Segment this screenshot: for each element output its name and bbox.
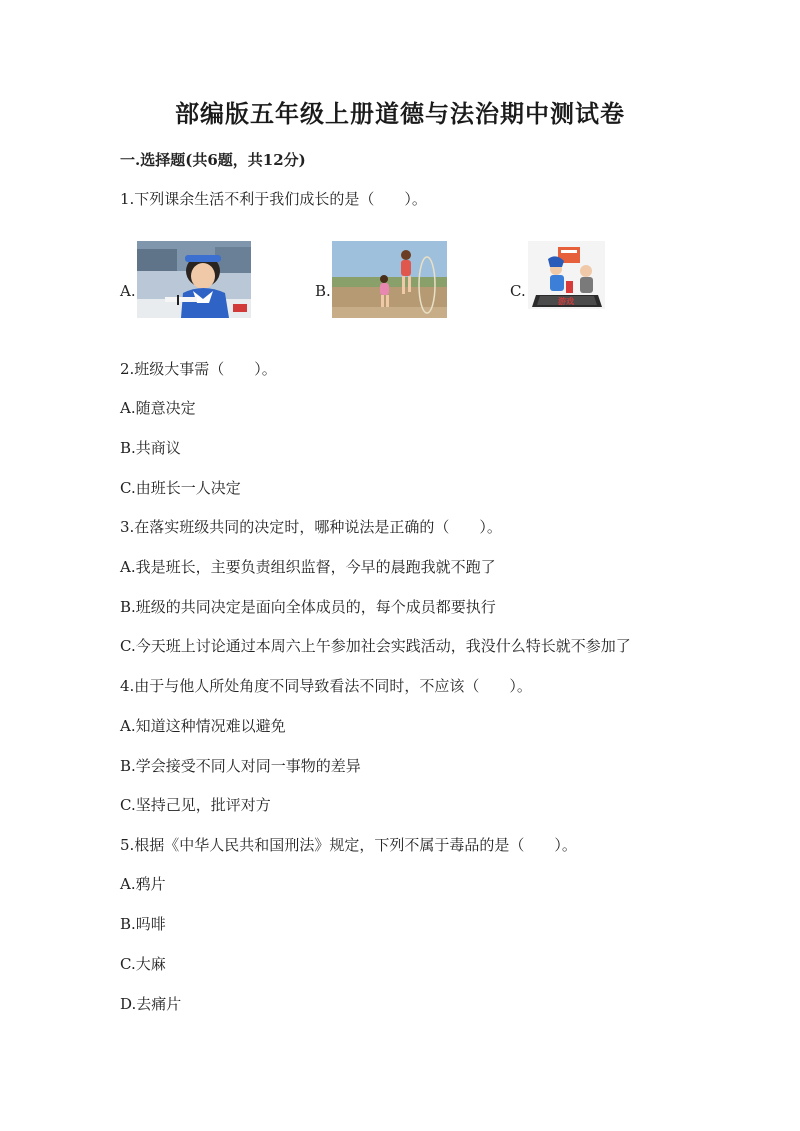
question-5-option-a[interactable]: A.鸦片	[120, 875, 166, 893]
option-c-label: C.	[510, 282, 526, 300]
image-option-b[interactable]	[315, 241, 455, 319]
question-1-image-options	[0, 241, 800, 321]
question-4-stem: 4.由于与他人所处角度不同导致看法不同时，不应该（ ）。	[120, 677, 532, 695]
page-title: 部编版五年级上册道德与法治期中测试卷	[175, 99, 625, 128]
question-3-stem: 3.在落实班级共同的决定时，哪种说法是正确的（ ）。	[120, 518, 502, 536]
question-5-option-c[interactable]: C.大麻	[120, 955, 166, 973]
question-4-option-b[interactable]: B.学会接受不同人对同一事物的差异	[120, 757, 361, 775]
video-game-image	[528, 241, 605, 309]
game-screen-text: 游戏	[558, 297, 574, 306]
question-3-option-c[interactable]: C.今天班上讨论通过本周六上午参加社会实践活动，我没什么特长就不参加了	[120, 637, 631, 655]
question-2-option-a[interactable]: A.随意决定	[120, 399, 196, 417]
question-2-option-b[interactable]: B.共商议	[120, 439, 181, 457]
jump-rope-image	[332, 241, 447, 318]
question-5-stem: 5.根据《中华人民共和国刑法》规定，下列不属于毒品的是（ ）。	[120, 836, 577, 854]
question-5-option-d[interactable]: D.去痛片	[120, 995, 182, 1013]
option-b-label: B.	[315, 282, 331, 300]
question-2-stem: 2.班级大事需（ ）。	[120, 360, 277, 378]
option-a-label: A.	[120, 282, 136, 300]
question-3-option-a[interactable]: A.我是班长，主要负责组织监督，今早的晨跑我就不跑了	[120, 558, 496, 576]
question-3-option-b[interactable]: B.班级的共同决定是面向全体成员的，每个成员都要执行	[120, 598, 496, 616]
question-4-option-c[interactable]: C.坚持己见，批评对方	[120, 796, 271, 814]
question-5-option-b[interactable]: B.吗啡	[120, 915, 166, 933]
section-heading: 一.选择题(共6题，共12分)	[120, 151, 306, 169]
question-4-option-a[interactable]: A.知道这种情况难以避免	[120, 717, 286, 735]
question-2-option-c[interactable]: C.由班长一人决定	[120, 479, 241, 497]
girl-writing-image	[137, 241, 251, 318]
image-option-a[interactable]	[120, 241, 260, 319]
image-option-c[interactable]	[510, 241, 650, 319]
question-1-stem: 1.下列课余生活不利于我们成长的是（ ）。	[120, 190, 427, 208]
